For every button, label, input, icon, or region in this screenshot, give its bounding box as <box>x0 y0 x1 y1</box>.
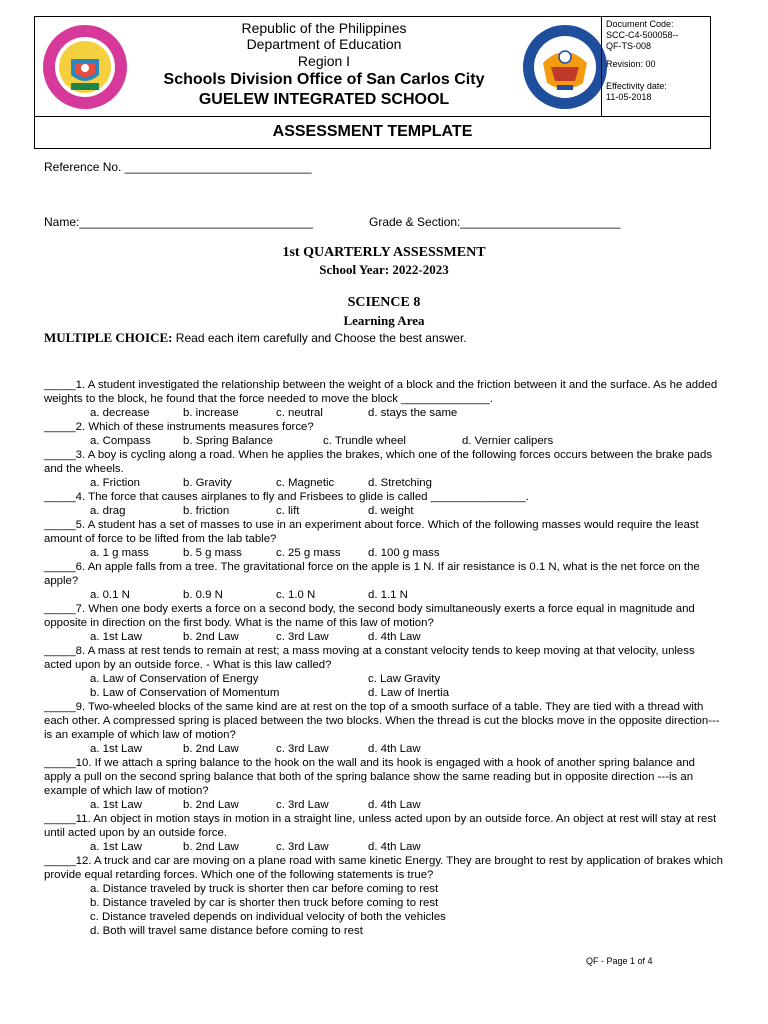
option[interactable]: c. 1.0 N <box>276 589 316 601</box>
option[interactable]: d. Both will travel same distance before coming to rest <box>90 925 363 937</box>
header-division: Schools Division Office of San Carlos City <box>163 71 485 88</box>
question-9: _____9. Two-wheeled blocks of the same kind are at rest on the top of a smooth surface of a table. They are tied with a thread with each other. A compressed spring is placed between the two blocks. When the thread is cut the blocks move in the opposite direction---is an example of which law of motion? <box>44 701 720 741</box>
option[interactable]: d. stays the same <box>368 407 458 419</box>
option[interactable]: a. Law of Conservation of Energy <box>90 673 259 685</box>
question-5: _____5. A student has a set of masses to use in an experiment about force. Which of the following masses would require the least amount of force to be lifted from the lab table? <box>44 519 699 545</box>
school-seal-logo <box>521 23 609 111</box>
option[interactable]: b. Distance traveled by car is shorter then truck before coming to rest <box>90 897 439 909</box>
option[interactable]: a. 0.1 N <box>90 589 130 601</box>
grade-section-field[interactable]: Grade & Section:________________________ <box>369 215 621 229</box>
header-text-block <box>129 17 519 110</box>
option[interactable]: b. friction <box>183 505 230 517</box>
option[interactable]: b. 2nd Law <box>183 743 239 755</box>
reference-field[interactable]: Reference No. ____________________________ <box>44 160 312 174</box>
option[interactable]: c. 3rd Law <box>276 799 329 811</box>
option[interactable]: c. Distance traveled depends on individual velocity of both the vehicles <box>90 911 446 923</box>
question-8: _____8. A mass at rest tends to remain at rest; a mass moving at a constant velocity tends to keep moving at that velocity, unless acted upon by an outside force. - What is this law called? <box>44 645 695 671</box>
option[interactable]: c. lift <box>276 505 300 517</box>
header-school: GUELEW INTEGRATED SCHOOL <box>198 91 450 108</box>
option[interactable]: d. 1.1 N <box>368 589 408 601</box>
header-top-row <box>35 17 710 117</box>
option[interactable]: d. weight <box>368 505 414 517</box>
doc-code-label: Document Code: <box>606 19 674 29</box>
quarter-title: 1st QUARTERLY ASSESSMENT <box>282 245 486 260</box>
option[interactable]: c. Magnetic <box>276 477 335 489</box>
question-3: _____3. A boy is cycling along a road. When he applies the brakes, which one of the following forces occurs between the brake pads and the wheels. <box>44 449 713 475</box>
option[interactable]: c. 25 g mass <box>276 547 341 559</box>
option[interactable]: c. Law Gravity <box>368 673 441 685</box>
option[interactable]: c. 3rd Law <box>276 631 329 643</box>
option[interactable]: c. neutral <box>276 407 323 419</box>
question-2: _____2. Which of these instruments measures force? <box>44 421 314 433</box>
subject-title: SCIENCE 8 <box>347 295 421 310</box>
option[interactable]: c. 3rd Law <box>276 841 329 853</box>
option[interactable]: b. 2nd Law <box>183 799 239 811</box>
option[interactable]: b. Gravity <box>183 477 232 489</box>
question-6: _____6. An apple falls from a tree. The gravitational force on the apple is 1 N. If air resistance is 0.1 N, what is the net force on the apple? <box>44 561 700 587</box>
option[interactable]: d. 100 g mass <box>368 547 440 559</box>
option[interactable]: b. increase <box>183 407 239 419</box>
option[interactable]: d. Law of Inertia <box>368 687 450 699</box>
doc-code-2: QF-TS-008 <box>606 41 652 51</box>
option[interactable]: d. Vernier calipers <box>462 435 554 447</box>
options-5 <box>44 546 724 560</box>
school-year: School Year: 2022-2023 <box>319 262 449 277</box>
learning-area: Learning Area <box>343 313 425 328</box>
option[interactable]: c. Trundle wheel <box>323 435 406 447</box>
option[interactable]: a. 1st Law <box>90 841 142 853</box>
option[interactable]: b. 2nd Law <box>183 631 239 643</box>
options-3 <box>44 476 724 490</box>
option[interactable]: a. 1st Law <box>90 799 142 811</box>
options-11 <box>44 840 724 854</box>
options-9 <box>44 742 724 756</box>
mc-instruction: Read each item carefully and Choose the best answer. <box>172 331 467 345</box>
options-4 <box>44 504 724 518</box>
name-field[interactable]: Name:___________________________________ <box>44 215 313 229</box>
option[interactable]: c. 3rd Law <box>276 743 329 755</box>
option[interactable]: a. 1st Law <box>90 631 142 643</box>
options-10 <box>44 798 724 812</box>
option[interactable]: a. Compass <box>90 435 151 447</box>
question-7: _____7. When one body exerts a force on a second body, the second body simultaneously exerts a force equal in magnitude and opposite in direction on the first body. What is the name of this law of motion? <box>44 603 695 629</box>
options-8a <box>44 672 724 686</box>
mc-label: MULTIPLE CHOICE: <box>44 330 173 345</box>
option[interactable]: d. 4th Law <box>368 799 421 811</box>
question-1: _____1. A student investigated the relationship between the weight of a block and the friction between it and the surface. As he added weights to the block, he found that the force needed to move the block ______________. <box>44 379 718 405</box>
assessment-template-title: ASSESSMENT TEMPLATE <box>272 123 473 140</box>
question-11: _____11. An object in motion stays in motion in a straight line, unless acted upon by an outside force. An object at rest will stay at rest until acted upon by an outside force. <box>44 813 717 839</box>
revision: Revision: 00 <box>606 59 656 69</box>
options-8b <box>44 686 724 700</box>
option[interactable]: a. decrease <box>90 407 150 419</box>
effectivity-label: Effectivity date: <box>606 81 667 91</box>
options-2 <box>44 434 724 448</box>
options-6 <box>44 588 724 602</box>
option[interactable]: b. 5 g mass <box>183 547 242 559</box>
option[interactable]: d. Stretching <box>368 477 432 489</box>
page-footer: QF - Page 1 of 4 <box>586 956 653 966</box>
option[interactable]: a. 1st Law <box>90 743 142 755</box>
option[interactable]: b. Law of Conservation of Momentum <box>90 687 280 699</box>
document-header <box>34 16 711 149</box>
option[interactable]: d. 4th Law <box>368 631 421 643</box>
option[interactable]: a. drag <box>90 505 126 517</box>
question-12: _____12. A truck and car are moving on a plane road with same kinetic Energy. They are brought to rest by application of brakes which provide equal retarding forces. Which one of the following statements is true? <box>44 855 723 881</box>
option[interactable]: d. 4th Law <box>368 841 421 853</box>
question-10: _____10. If we attach a spring balance to the hook on the wall and its hook is engaged with a hook of another spring balance and apply a pull on the second spring balance that both of the spring balance show the same reading but in opposite direction ---is an example of which law of motion? <box>44 757 695 797</box>
header-region: Region I <box>297 53 351 69</box>
option[interactable]: d. 4th Law <box>368 743 421 755</box>
header-department: Department of Education <box>246 36 402 52</box>
options-1 <box>44 406 724 420</box>
option[interactable]: a. Distance traveled by truck is shorter then car before coming to rest <box>90 883 439 895</box>
effectivity-date: 11-05-2018 <box>606 92 652 102</box>
doc-code-1: SCC-C4-500058-- <box>606 30 679 40</box>
document-code-box <box>601 17 712 116</box>
question-4: _____4. The force that causes airplanes to fly and Frisbees to glide is called _______________. <box>44 491 529 503</box>
option[interactable]: b. 2nd Law <box>183 841 239 853</box>
option[interactable]: a. 1 g mass <box>90 547 149 559</box>
option[interactable]: a. Friction <box>90 477 141 489</box>
instructions <box>44 330 467 346</box>
division-seal-logo <box>41 23 129 111</box>
option[interactable]: b. Spring Balance <box>183 435 273 447</box>
options-7 <box>44 630 724 644</box>
header-republic: Republic of the Philippines <box>241 20 407 36</box>
question-list <box>44 378 724 938</box>
option[interactable]: b. 0.9 N <box>183 589 223 601</box>
